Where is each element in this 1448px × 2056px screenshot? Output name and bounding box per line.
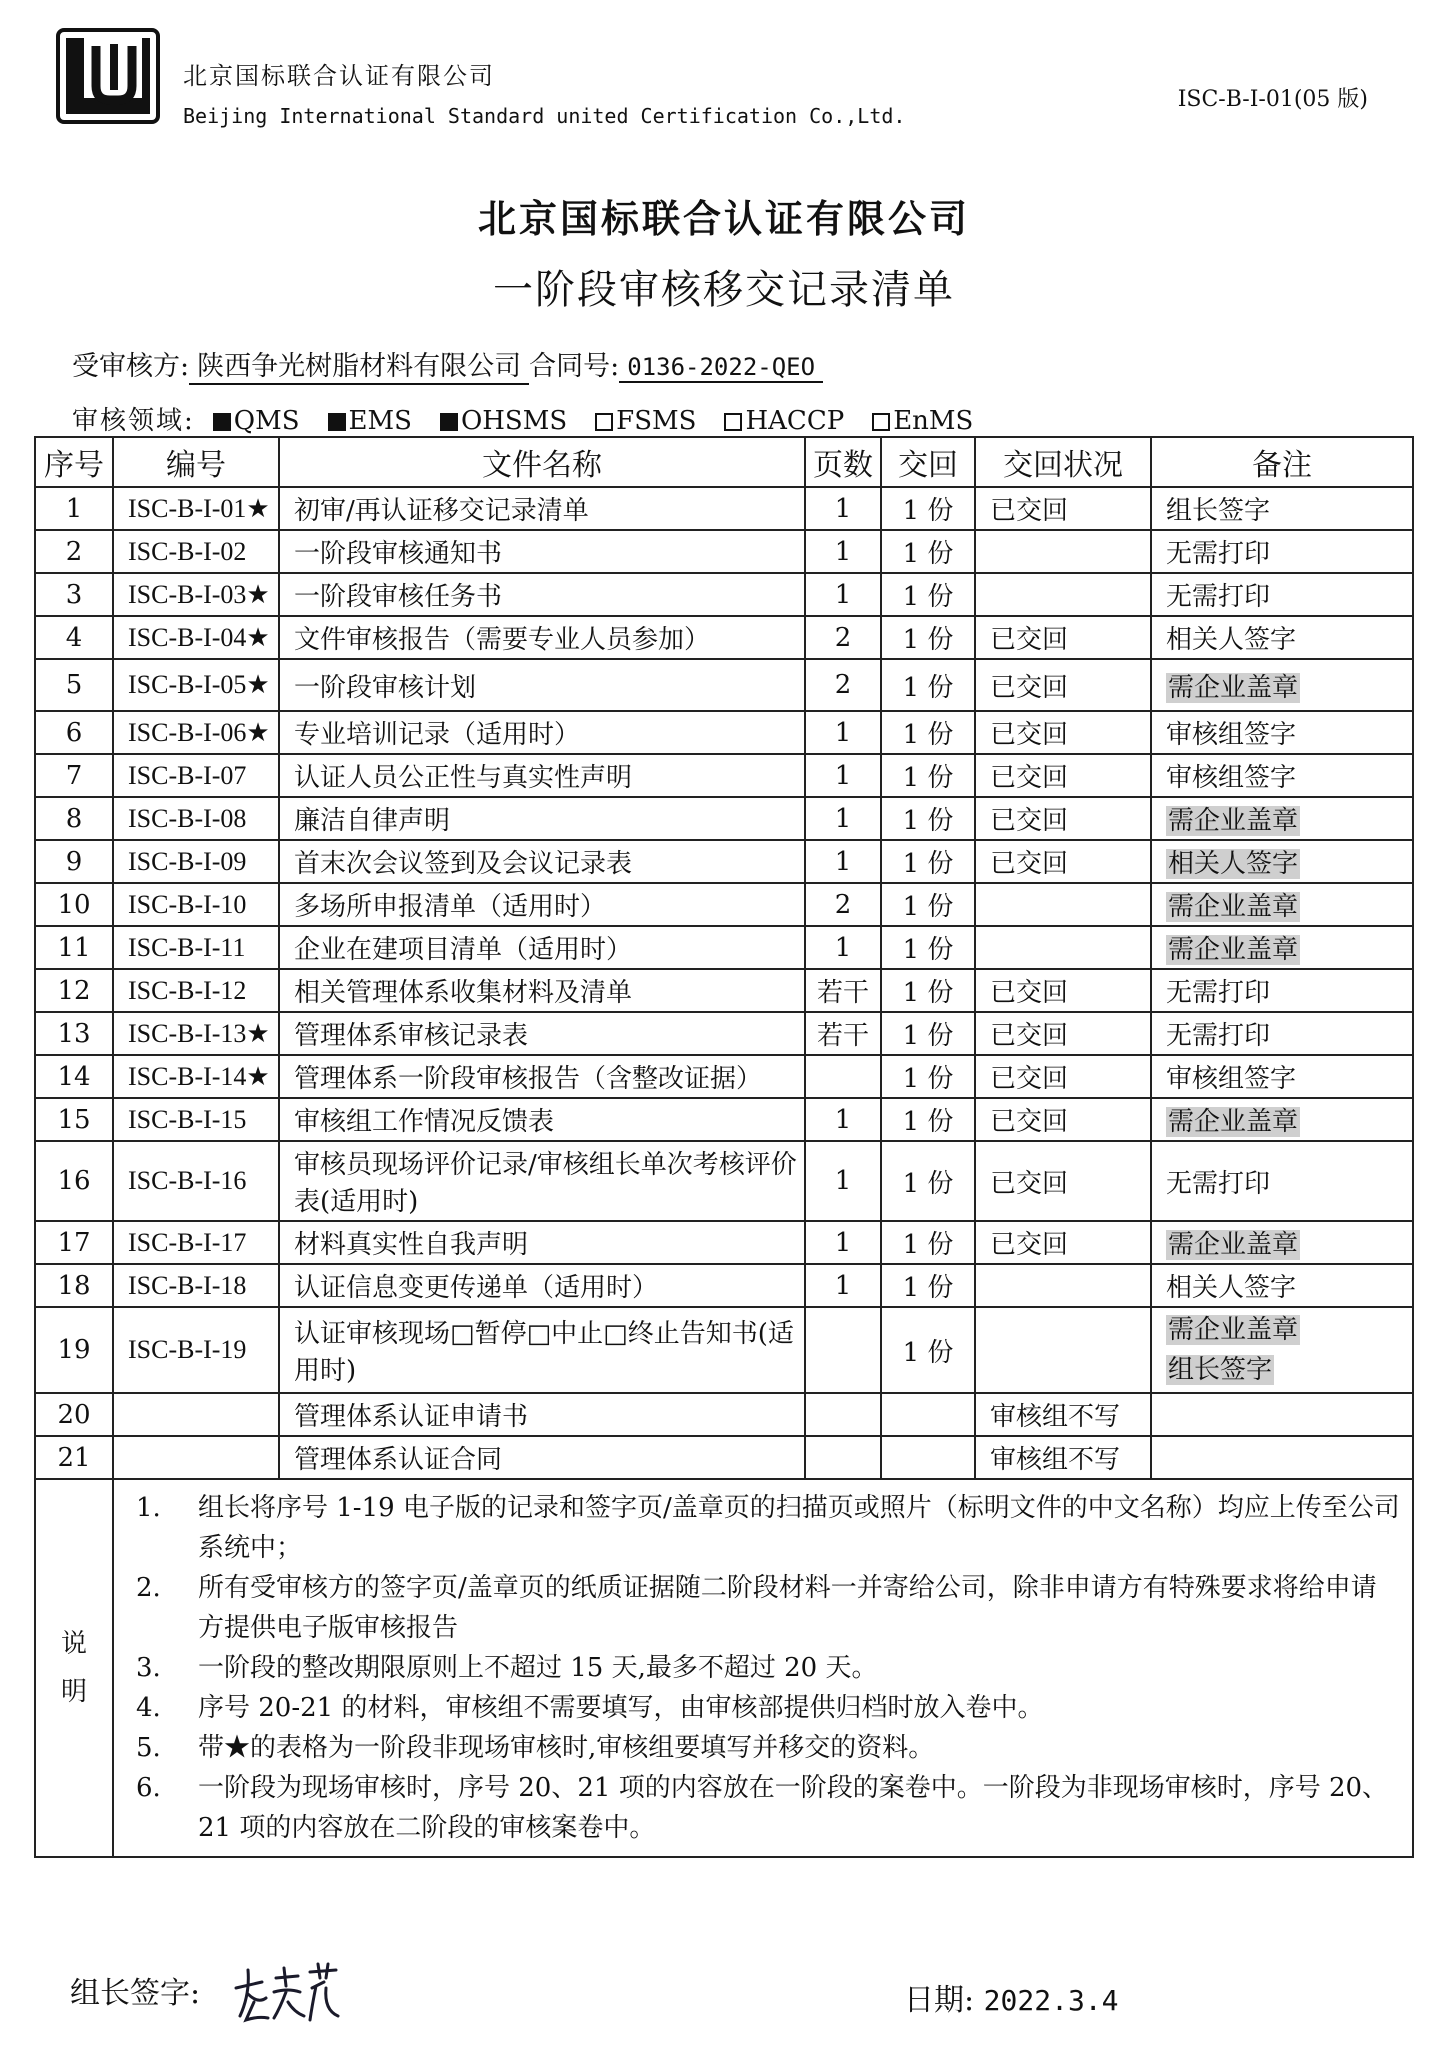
row-status: 已交回 <box>975 754 1151 797</box>
row-number: 16 <box>35 1141 113 1221</box>
row-remarks <box>1151 487 1413 530</box>
row-code: ISC-B-I-17 <box>113 1221 279 1264</box>
contract-label: 合同号: <box>529 351 620 382</box>
row-remarks <box>1151 573 1413 616</box>
row-code: ISC-B-I-03★ <box>113 573 279 616</box>
domain-checkbox-haccp[interactable] <box>724 406 844 436</box>
row-remarks <box>1151 1307 1413 1393</box>
row-returned: 1 份 <box>881 1221 975 1264</box>
row-status: 已交回 <box>975 711 1151 754</box>
row-number: 2 <box>35 530 113 573</box>
checkbox-icon <box>328 413 346 431</box>
domains-label: 审核领域: <box>72 406 195 436</box>
remark-text: 需企业盖章 <box>1168 935 1299 965</box>
date-label: 日期: <box>904 1983 975 2018</box>
row-file-name: 文件审核报告（需要专业人员参加） <box>279 616 805 659</box>
row-file-name: 专业培训记录（适用时） <box>279 711 805 754</box>
remark-text: 需企业盖章 <box>1168 1315 1299 1345</box>
header-status: 交回状况 <box>975 437 1151 487</box>
row-file-name: 管理体系认证申请书 <box>279 1393 805 1436</box>
contract-number: 0136-2022-QEO <box>619 353 823 383</box>
row-remarks <box>1151 1436 1413 1479</box>
row-file-name: 多场所申报清单（适用时） <box>279 883 805 926</box>
checkbox-icon <box>872 413 890 431</box>
row-returned: 1 份 <box>881 926 975 969</box>
note-item <box>124 1688 1402 1728</box>
remark-text: 相关人签字 <box>1166 1273 1297 1303</box>
header-no: 序号 <box>35 437 113 487</box>
date-line <box>904 1975 1119 2019</box>
row-number: 6 <box>35 711 113 754</box>
row-pages: 1 <box>805 797 881 840</box>
row-status: 已交回 <box>975 1098 1151 1141</box>
table-row <box>35 1012 1413 1055</box>
row-remarks <box>1151 616 1413 659</box>
remark-text: 需企业盖章 <box>1168 892 1299 922</box>
row-number: 14 <box>35 1055 113 1098</box>
table-row <box>35 797 1413 840</box>
row-number: 7 <box>35 754 113 797</box>
row-number: 13 <box>35 1012 113 1055</box>
note-item <box>124 1488 1402 1568</box>
note-number: 4. <box>136 1693 161 1723</box>
company-name-cn: 北京国标联合认证有限公司 <box>183 62 495 90</box>
note-text: 一阶段为现场审核时，序号 20、21 项的内容放在一阶段的案卷中。一阶段为非现场审核时，序号 20、21 项的内容放在二阶段的审核案卷中。 <box>198 1773 1389 1843</box>
company-logo-icon <box>56 28 168 128</box>
note-number: 2. <box>136 1573 161 1603</box>
handwritten-signature-icon <box>228 1958 348 2026</box>
row-status <box>975 1264 1151 1307</box>
remark-text: 审核组签字 <box>1166 720 1297 750</box>
date-value: 2022.3.4 <box>983 1984 1119 2017</box>
header-code: 编号 <box>113 437 279 487</box>
row-pages <box>805 1055 881 1098</box>
row-pages: 2 <box>805 659 881 711</box>
table-row <box>35 883 1413 926</box>
row-status: 审核组不写 <box>975 1436 1151 1479</box>
row-returned: 1 份 <box>881 883 975 926</box>
remark-text: 无需打印 <box>1166 978 1271 1008</box>
row-pages: 1 <box>805 530 881 573</box>
checkbox-icon <box>440 413 458 431</box>
row-code: ISC-B-I-01★ <box>113 487 279 530</box>
remark-text: 无需打印 <box>1166 582 1271 612</box>
row-code: ISC-B-I-19 <box>113 1307 279 1393</box>
audit-domains <box>72 400 1001 437</box>
row-status: 已交回 <box>975 1221 1151 1264</box>
row-file-name: 管理体系审核记录表 <box>279 1012 805 1055</box>
row-returned: 1 份 <box>881 1012 975 1055</box>
domain-checkbox-ems[interactable] <box>328 406 412 436</box>
domain-checkbox-ohsms[interactable] <box>440 406 567 436</box>
company-name-en: Beijing International Standard united Certification Co.,Ltd. <box>183 104 906 128</box>
row-returned <box>881 1436 975 1479</box>
notes-label <box>35 1479 113 1857</box>
row-remarks <box>1151 840 1413 883</box>
row-number: 12 <box>35 969 113 1012</box>
header-returned: 交回 <box>881 437 975 487</box>
row-pages: 2 <box>805 883 881 926</box>
row-status: 审核组不写 <box>975 1393 1151 1436</box>
row-code: ISC-B-I-15 <box>113 1098 279 1141</box>
notes-row <box>35 1479 1413 1857</box>
table-row <box>35 711 1413 754</box>
note-number: 5. <box>136 1733 161 1763</box>
row-file-name: 企业在建项目清单（适用时） <box>279 926 805 969</box>
row-returned: 1 份 <box>881 1264 975 1307</box>
remark-text: 相关人签字 <box>1166 625 1297 655</box>
row-returned: 1 份 <box>881 573 975 616</box>
row-number: 18 <box>35 1264 113 1307</box>
row-file-name: 相关管理体系收集材料及清单 <box>279 969 805 1012</box>
document-code: ISC-B-I-01(05 版) <box>1177 87 1368 112</box>
row-status <box>975 573 1151 616</box>
header-remarks: 备注 <box>1151 437 1413 487</box>
table-row <box>35 1436 1413 1479</box>
row-remarks <box>1151 1055 1413 1098</box>
row-code: ISC-B-I-07 <box>113 754 279 797</box>
row-returned: 1 份 <box>881 487 975 530</box>
row-pages: 1 <box>805 711 881 754</box>
remark-text: 相关人签字 <box>1168 849 1299 879</box>
row-number: 19 <box>35 1307 113 1393</box>
remark-text: 组长签字 <box>1168 1355 1273 1385</box>
row-returned: 1 份 <box>881 1307 975 1393</box>
row-pages: 1 <box>805 1141 881 1221</box>
row-number: 17 <box>35 1221 113 1264</box>
table-row <box>35 1098 1413 1141</box>
row-pages: 1 <box>805 573 881 616</box>
table-row <box>35 659 1413 711</box>
row-pages <box>805 1307 881 1393</box>
row-status: 已交回 <box>975 1055 1151 1098</box>
row-code <box>113 1393 279 1436</box>
row-pages: 1 <box>805 1221 881 1264</box>
row-remarks <box>1151 754 1413 797</box>
row-file-name: 廉洁自律声明 <box>279 797 805 840</box>
table-row <box>35 530 1413 573</box>
table-row <box>35 1221 1413 1264</box>
row-status: 已交回 <box>975 840 1151 883</box>
table-row <box>35 1141 1413 1221</box>
remark-text: 需企业盖章 <box>1168 806 1299 836</box>
row-status <box>975 883 1151 926</box>
row-code: ISC-B-I-06★ <box>113 711 279 754</box>
checkbox-icon <box>724 413 742 431</box>
remark-text: 审核组签字 <box>1166 763 1297 793</box>
row-remarks <box>1151 1393 1413 1436</box>
row-remarks <box>1151 1098 1413 1141</box>
row-code: ISC-B-I-12 <box>113 969 279 1012</box>
row-code: ISC-B-I-10 <box>113 883 279 926</box>
row-remarks <box>1151 530 1413 573</box>
remark-text: 组长签字 <box>1166 496 1271 526</box>
row-status <box>975 530 1151 573</box>
row-file-name: 一阶段审核通知书 <box>279 530 805 573</box>
row-status <box>975 1307 1151 1393</box>
remark-text: 无需打印 <box>1166 1021 1271 1051</box>
table-row <box>35 487 1413 530</box>
auditee-line <box>72 344 823 385</box>
remark-text: 审核组签字 <box>1166 1064 1297 1094</box>
note-number: 3. <box>136 1653 161 1683</box>
leader-signature-label: 组长签字: <box>70 1976 201 2011</box>
row-number: 4 <box>35 616 113 659</box>
row-code: ISC-B-I-09 <box>113 840 279 883</box>
row-status: 已交回 <box>975 797 1151 840</box>
domain-label: EMS <box>348 406 412 436</box>
row-file-name: 审核组工作情况反馈表 <box>279 1098 805 1141</box>
note-text: 所有受审核方的签字页/盖章页的纸质证据随二阶段材料一并寄给公司，除非申请方有特殊要求将给申请方提供电子版审核报告 <box>198 1573 1377 1643</box>
table-row <box>35 969 1413 1012</box>
row-status: 已交回 <box>975 1012 1151 1055</box>
row-number: 20 <box>35 1393 113 1436</box>
row-file-name: 首末次会议签到及会议记录表 <box>279 840 805 883</box>
row-code: ISC-B-I-16 <box>113 1141 279 1221</box>
row-pages: 1 <box>805 754 881 797</box>
row-number: 21 <box>35 1436 113 1479</box>
domain-checkbox-list <box>213 406 1002 436</box>
domain-checkbox-fsms[interactable] <box>595 406 696 436</box>
checkbox-icon <box>595 413 613 431</box>
row-returned: 1 份 <box>881 969 975 1012</box>
row-returned: 1 份 <box>881 530 975 573</box>
note-text: 带★的表格为一阶段非现场审核时,审核组要填写并移交的资料。 <box>198 1733 935 1763</box>
row-status: 已交回 <box>975 659 1151 711</box>
row-remarks <box>1151 797 1413 840</box>
row-file-name: 管理体系认证合同 <box>279 1436 805 1479</box>
row-number: 10 <box>35 883 113 926</box>
row-file-name: 初审/再认证移交记录清单 <box>279 487 805 530</box>
row-number: 8 <box>35 797 113 840</box>
domain-checkbox-enms[interactable] <box>872 406 973 436</box>
table-row <box>35 616 1413 659</box>
row-file-name: 认证人员公正性与真实性声明 <box>279 754 805 797</box>
row-remarks <box>1151 883 1413 926</box>
row-returned: 1 份 <box>881 754 975 797</box>
table-row <box>35 926 1413 969</box>
row-pages: 1 <box>805 1098 881 1141</box>
note-item <box>124 1768 1402 1848</box>
header-name: 文件名称 <box>279 437 805 487</box>
row-remarks <box>1151 969 1413 1012</box>
row-remarks <box>1151 926 1413 969</box>
note-text: 序号 20-21 的材料，审核组不需要填写，由审核部提供归档时放入卷中。 <box>198 1693 1044 1723</box>
remark-text: 需企业盖章 <box>1168 1230 1299 1260</box>
remark-text: 无需打印 <box>1166 1168 1271 1199</box>
remark-text: 需企业盖章 <box>1168 1107 1299 1137</box>
auditee-label: 受审核方: <box>72 351 190 382</box>
auditee-name: 陕西争光树脂材料有限公司 <box>189 344 529 385</box>
row-code: ISC-B-I-04★ <box>113 616 279 659</box>
row-remarks <box>1151 659 1413 711</box>
row-file-name: 材料真实性自我声明 <box>279 1221 805 1264</box>
table-row <box>35 754 1413 797</box>
note-text: 组长将序号 1-19 电子版的记录和签字页/盖章页的扫描页或照片（标明文件的中文名称）均应上传至公司系统中； <box>198 1493 1400 1563</box>
domain-label: HACCP <box>745 406 845 436</box>
row-code <box>113 1436 279 1479</box>
domain-label: FSMS <box>616 406 697 436</box>
note-number: 1. <box>136 1493 161 1523</box>
row-pages: 1 <box>805 487 881 530</box>
row-pages: 若干 <box>805 1012 881 1055</box>
document-title: 一阶段审核移交记录清单 <box>493 267 955 313</box>
row-number: 15 <box>35 1098 113 1141</box>
row-pages: 2 <box>805 616 881 659</box>
row-number: 9 <box>35 840 113 883</box>
row-status: 已交回 <box>975 1141 1151 1221</box>
table-row <box>35 1307 1413 1393</box>
row-pages <box>805 1393 881 1436</box>
row-file-name: 认证信息变更传递单（适用时） <box>279 1264 805 1307</box>
row-returned: 1 份 <box>881 1141 975 1221</box>
row-returned: 1 份 <box>881 659 975 711</box>
row-code: ISC-B-I-14★ <box>113 1055 279 1098</box>
note-item <box>124 1568 1402 1648</box>
domain-label: OHSMS <box>460 406 568 436</box>
row-returned <box>881 1393 975 1436</box>
row-remarks <box>1151 1012 1413 1055</box>
row-number: 5 <box>35 659 113 711</box>
row-file-name: 管理体系一阶段审核报告（含整改证据） <box>279 1055 805 1098</box>
row-returned: 1 份 <box>881 1055 975 1098</box>
notes-label-text: 说 明 <box>60 1629 87 1707</box>
row-file-name: 一阶段审核计划 <box>279 659 805 711</box>
table-row <box>35 1055 1413 1098</box>
row-returned: 1 份 <box>881 840 975 883</box>
row-number: 3 <box>35 573 113 616</box>
row-file-name: 认证审核现场□暂停□中止□终止告知书(适用时) <box>279 1307 805 1393</box>
row-file-name: 一阶段审核任务书 <box>279 573 805 616</box>
row-remarks <box>1151 711 1413 754</box>
row-status: 已交回 <box>975 616 1151 659</box>
domain-checkbox-qms[interactable] <box>213 406 300 436</box>
header-pages: 页数 <box>805 437 881 487</box>
note-number: 6. <box>136 1773 161 1803</box>
row-number: 11 <box>35 926 113 969</box>
table-row <box>35 840 1413 883</box>
row-status: 已交回 <box>975 487 1151 530</box>
row-returned: 1 份 <box>881 711 975 754</box>
row-number: 1 <box>35 487 113 530</box>
table-header-row <box>35 437 1413 487</box>
table-row <box>35 573 1413 616</box>
row-code: ISC-B-I-05★ <box>113 659 279 711</box>
row-pages: 1 <box>805 926 881 969</box>
row-status: 已交回 <box>975 969 1151 1012</box>
handover-table <box>34 436 1414 1858</box>
checkbox-icon <box>213 413 231 431</box>
row-remarks <box>1151 1141 1413 1221</box>
row-code: ISC-B-I-18 <box>113 1264 279 1307</box>
note-item <box>124 1648 1402 1688</box>
row-code: ISC-B-I-08 <box>113 797 279 840</box>
row-code: ISC-B-I-13★ <box>113 1012 279 1055</box>
main-title: 北京国标联合认证有限公司 <box>477 197 970 241</box>
row-pages <box>805 1436 881 1479</box>
remark-text: 无需打印 <box>1166 539 1271 569</box>
note-item <box>124 1728 1402 1768</box>
row-file-name: 审核员现场评价记录/审核组长单次考核评价表(适用时) <box>279 1141 805 1221</box>
row-remarks <box>1151 1221 1413 1264</box>
notes-list <box>113 1479 1413 1857</box>
table-row <box>35 1393 1413 1436</box>
row-status <box>975 926 1151 969</box>
row-returned: 1 份 <box>881 616 975 659</box>
row-pages: 1 <box>805 840 881 883</box>
row-remarks <box>1151 1264 1413 1307</box>
domain-label: EnMS <box>893 406 974 436</box>
row-pages: 若干 <box>805 969 881 1012</box>
remark-text: 需企业盖章 <box>1168 672 1299 703</box>
domain-label: QMS <box>233 406 300 436</box>
row-code: ISC-B-I-11 <box>113 926 279 969</box>
row-returned: 1 份 <box>881 1098 975 1141</box>
note-text: 一阶段的整改期限原则上不超过 15 天,最多不超过 20 天。 <box>198 1653 878 1683</box>
row-code: ISC-B-I-02 <box>113 530 279 573</box>
table-row <box>35 1264 1413 1307</box>
row-returned: 1 份 <box>881 797 975 840</box>
row-pages: 1 <box>805 1264 881 1307</box>
